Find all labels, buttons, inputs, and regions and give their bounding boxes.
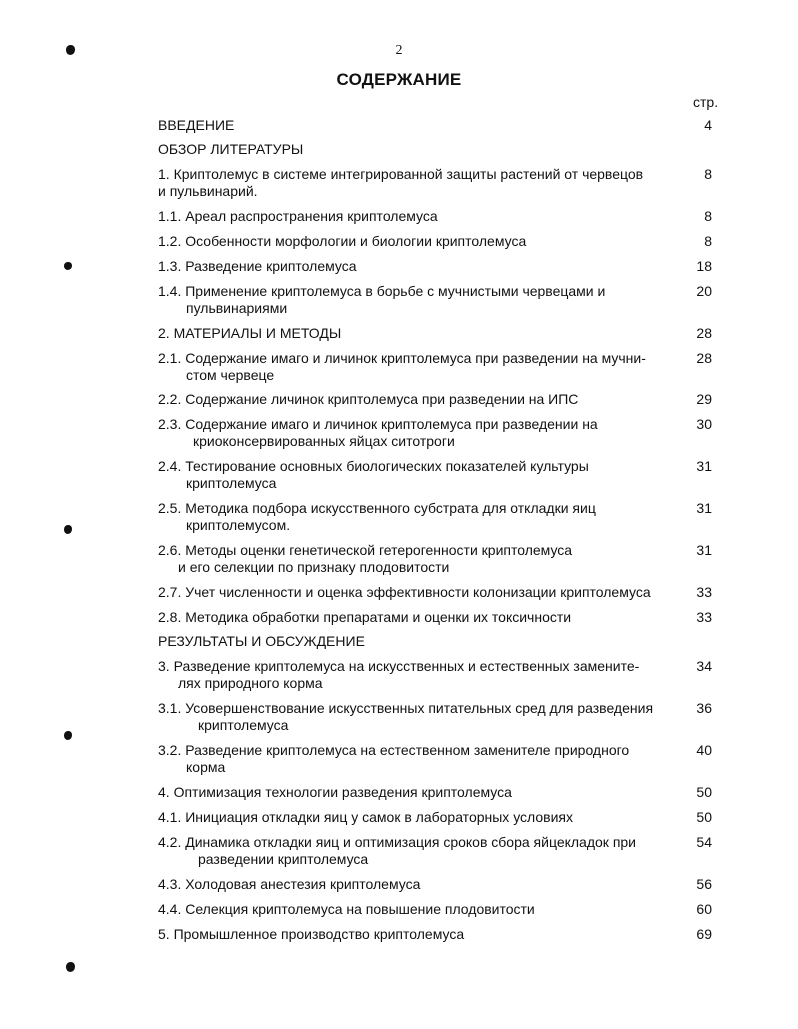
toc-entry-line: 4.1. Инициация откладки яиц у самок в лабораторных условиях <box>158 809 573 825</box>
toc-entry-title <box>158 325 686 342</box>
toc-entry-title <box>158 584 686 601</box>
toc-entry-page: 31 <box>696 500 712 516</box>
toc-entry-page: 60 <box>696 901 712 917</box>
toc-entry-title <box>158 542 686 576</box>
toc-entry-line: 2.1. Содержание имаго и личинок криптолемуса при разведении на мучни- <box>158 350 646 366</box>
toc-entry-line: стом червеце <box>186 367 275 383</box>
toc-entry-title <box>158 658 686 692</box>
toc-entry-line: 4.4. Селекция криптолемуса на повышение плодовитости <box>158 901 535 917</box>
toc-entry-line: криптолемуса <box>186 475 277 491</box>
toc-entry-title <box>158 834 686 868</box>
toc-entry-title <box>158 784 686 801</box>
toc-entry-page: 8 <box>704 208 712 224</box>
toc-entry-page: 50 <box>696 784 712 800</box>
toc-entry-title <box>158 633 686 650</box>
toc-entry-title <box>158 258 686 275</box>
toc-entry-line: 1.3. Разведение криптолемуса <box>158 258 357 274</box>
toc-entry-line: ОБЗОР ЛИТЕРАТУРЫ <box>158 141 304 157</box>
toc-entry-title <box>158 458 686 492</box>
toc-entry-page: 20 <box>696 283 712 299</box>
toc-entry-line: 4. Оптимизация технологии разведения криптолемуса <box>158 784 512 800</box>
toc-entry-page: 29 <box>696 391 712 407</box>
toc-entry-page: 33 <box>696 584 712 600</box>
toc-entry-title <box>158 876 686 893</box>
toc-entry-title <box>158 391 686 408</box>
toc-entry-line: и пульвинарий. <box>158 183 258 199</box>
toc-entry-title <box>158 901 686 918</box>
toc-entry-line: 3. Разведение криптолемуса на искусственных и естественных замените- <box>158 658 640 674</box>
toc-entry-line: 2.3. Содержание имаго и личинок криптолемуса при разведении на <box>158 416 598 432</box>
toc-entry-page: 8 <box>704 233 712 249</box>
toc-entry-line: 2.2. Содержание личинок криптолемуса при разведении на ИПС <box>158 391 579 407</box>
toc-entry-page: 4 <box>704 117 712 133</box>
toc-entry-line: 1.2. Особенности морфологии и биологии криптолемуса <box>158 233 527 249</box>
toc-entry-line: 4.3. Холодовая анестезия криптолемуса <box>158 876 421 892</box>
toc-entry-line: 2.5. Методика подбора искусственного субстрата для откладки яиц <box>158 500 596 516</box>
toc-entry-page: 50 <box>696 809 712 825</box>
toc-entry-title <box>158 742 686 776</box>
toc-entry-line: 1.4. Применение криптолемуса в борьбе с мучнистыми червецами и <box>158 283 606 299</box>
toc-entry-line: 2.7. Учет численности и оценка эффективности колонизации криптолемуса <box>158 584 651 600</box>
toc-entry-page: 36 <box>696 700 712 716</box>
toc-entry-page: 31 <box>696 542 712 558</box>
toc-entry-line: пульвинариями <box>186 300 288 316</box>
toc-entry-title <box>158 700 686 734</box>
page-column-label: стр. <box>693 94 719 110</box>
toc-entry-title <box>158 283 686 317</box>
toc-entry-line: разведении криптолемуса <box>198 851 369 867</box>
toc-entry-line: 2.6. Методы оценки генетической гетерогенности криптолемуса <box>158 542 573 558</box>
toc-entry-line: 3.2. Разведение криптолемуса на естественном заменителе природного <box>158 742 630 758</box>
toc-entry-page: 54 <box>696 834 712 850</box>
toc-entry-page: 69 <box>696 926 712 942</box>
page-number: 2 <box>395 43 403 58</box>
toc-entry-line: 2.4. Тестирование основных биологических показателей культуры <box>158 458 589 474</box>
toc-entry-line: ВВЕДЕНИЕ <box>158 117 235 133</box>
toc-entry-page: 30 <box>696 416 712 432</box>
toc-entry-page: 40 <box>696 742 712 758</box>
toc-entry-title <box>158 926 686 943</box>
toc-entry-line: криптолемуса <box>198 717 289 733</box>
toc-entry-line: криоконсервированных яйцах ситотроги <box>193 433 455 449</box>
toc-entry-line: 4.2. Динамика откладки яиц и оптимизация сроков сбора яйцекладок при <box>158 834 637 850</box>
toc-entry-title <box>158 350 686 384</box>
toc-entry-page: 18 <box>696 258 712 274</box>
toc-entry-line: корма <box>186 759 226 775</box>
toc-entry-page: 33 <box>696 609 712 625</box>
toc-entry-line: 3.1. Усовершенствование искусственных питательных сред для разведения <box>158 700 654 716</box>
toc-entry-title <box>158 141 686 158</box>
toc-entry-title <box>158 117 686 134</box>
toc-entry-line: 2. МАТЕРИАЛЫ И МЕТОДЫ <box>158 325 342 341</box>
toc-entry-line: 5. Промышленное производство криптолемуса <box>158 926 465 942</box>
toc-entry-line: 2.8. Методика обработки препаратами и оценки их токсичности <box>158 609 572 625</box>
page-title: СОДЕРЖАНИЕ <box>336 70 462 89</box>
toc-entry-page: 28 <box>696 350 712 366</box>
toc-entry-line: криптолемусом. <box>186 517 291 533</box>
toc-entry-title <box>158 609 686 626</box>
toc-entry-page: 56 <box>696 876 712 892</box>
toc-entry-line: РЕЗУЛЬТАТЫ И ОБСУЖДЕНИЕ <box>158 633 365 649</box>
toc-entry-title <box>158 809 686 826</box>
toc-entry-title <box>158 166 686 200</box>
toc-entry-line: лях природного корма <box>178 675 323 691</box>
toc-entry-page: 34 <box>696 658 712 674</box>
toc-entry-page: 8 <box>704 166 712 182</box>
toc-entry-title <box>158 416 686 450</box>
toc-entry-page: 31 <box>696 458 712 474</box>
toc-entry-title <box>158 500 686 534</box>
toc-entry-title <box>158 233 686 250</box>
toc-entry-line: 1.1. Ареал распространения криптолемуса <box>158 208 438 224</box>
toc-entry-page: 28 <box>696 325 712 341</box>
toc-entry-line: 1. Криптолемус в системе интегрированной защиты растений от червецов <box>158 166 644 182</box>
toc-entry-title <box>158 208 686 225</box>
toc-entry-line: и его селекции по признаку плодовитости <box>178 559 450 575</box>
